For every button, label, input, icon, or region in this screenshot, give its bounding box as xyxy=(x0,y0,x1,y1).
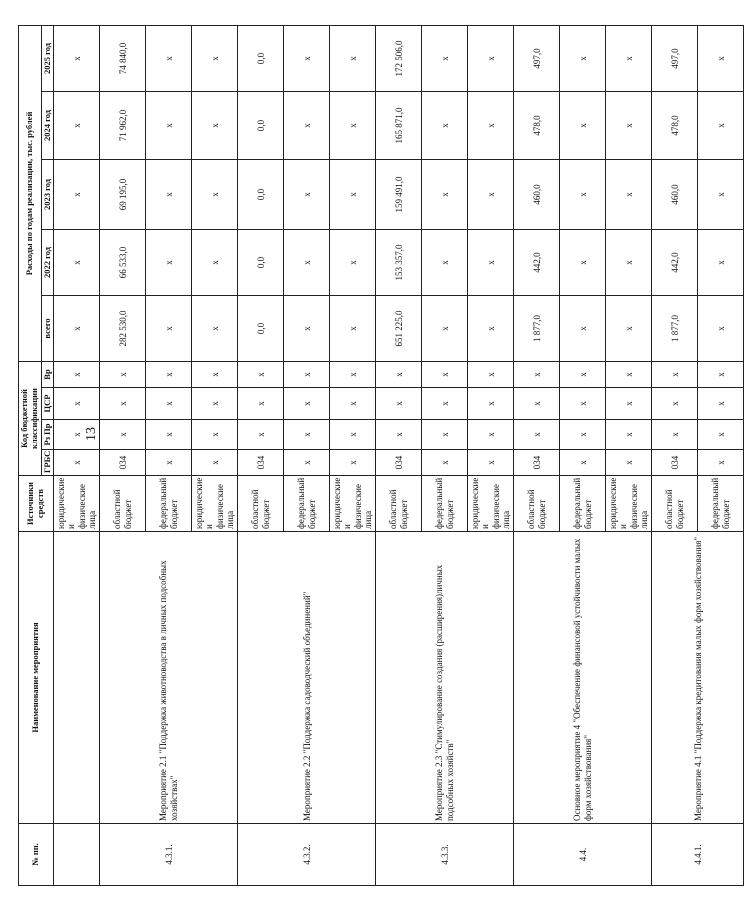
cell-y2022: x xyxy=(146,230,192,296)
cell-grbs: 034 xyxy=(100,450,146,476)
cell-y2025: x xyxy=(54,25,100,91)
cell-y2024: x xyxy=(330,92,376,160)
cell-y2025: x xyxy=(146,25,192,91)
cell-rzpr: x xyxy=(422,420,468,450)
cell-rzpr: x xyxy=(238,420,284,450)
header-num: № пп. xyxy=(19,824,54,886)
cell-y2023: x xyxy=(606,160,652,230)
table-header xyxy=(19,25,54,885)
cell-total: x xyxy=(698,296,744,362)
cell-vr: x xyxy=(192,362,238,388)
row-number: 4.3.1. xyxy=(100,824,238,886)
cell-y2022: 442,0 xyxy=(514,230,560,296)
table-row xyxy=(514,25,560,885)
cell-y2025: x xyxy=(330,25,376,91)
cell-grbs: x xyxy=(560,450,606,476)
header-grbs: ГРБС xyxy=(41,450,54,476)
cell-rzpr: x xyxy=(330,420,376,450)
cell-rzpr: x xyxy=(468,420,514,450)
cell-y2023: x xyxy=(146,160,192,230)
cell-grbs: x xyxy=(698,450,744,476)
cell-rzpr: x xyxy=(146,420,192,450)
cell-grbs: x xyxy=(422,450,468,476)
funding-source: федеральный бюджет xyxy=(560,476,606,532)
cell-y2023: x xyxy=(422,160,468,230)
cell-total: 282 530,0 xyxy=(100,296,146,362)
funding-source: юридические и физические лица xyxy=(192,476,238,532)
cell-y2025: x xyxy=(468,25,514,91)
cell-rzpr: x xyxy=(606,420,652,450)
cell-y2024: x xyxy=(698,92,744,160)
cell-grbs: x xyxy=(192,450,238,476)
cell-rzpr: x xyxy=(560,420,606,450)
cell-csr: x xyxy=(560,388,606,420)
cell-rzpr: x xyxy=(652,420,698,450)
cell-y2022: x xyxy=(468,230,514,296)
cell-vr: x xyxy=(376,362,422,388)
funding-source: юридические и физические лица xyxy=(606,476,652,532)
header-total: всего xyxy=(41,296,54,362)
measure-name: Мероприятие 2.3 "Стимулирование создания (расширения)личных подсобных хозяйств" xyxy=(376,532,514,824)
cell-y2024: x xyxy=(422,92,468,160)
cell-vr: x xyxy=(284,362,330,388)
header-2025: 2025 год xyxy=(41,25,54,91)
measure-name: Мероприятие 2.2 "Поддержка садоводческий объединений" xyxy=(238,532,376,824)
table-body xyxy=(54,25,744,885)
cell-csr: x xyxy=(514,388,560,420)
cell-total: x xyxy=(560,296,606,362)
cell-csr: x xyxy=(698,388,744,420)
cell-y2022: 0,0 xyxy=(238,230,284,296)
measure-name xyxy=(54,532,100,824)
cell-y2024: 0,0 xyxy=(238,92,284,160)
cell-grbs: 034 xyxy=(514,450,560,476)
cell-y2022: x xyxy=(560,230,606,296)
cell-y2022: x xyxy=(330,230,376,296)
cell-y2023: x xyxy=(192,160,238,230)
funding-source: областной бюджет xyxy=(514,476,560,532)
cell-y2023: x xyxy=(698,160,744,230)
cell-y2022: x xyxy=(698,230,744,296)
page-number: 13 xyxy=(84,427,99,441)
cell-y2025: x xyxy=(560,25,606,91)
header-expenses: Расходы по годам реализации, тыс. рублей xyxy=(19,25,42,361)
funding-source: юридические и физические лица xyxy=(54,476,100,532)
cell-y2023: 69 195,0 xyxy=(100,160,146,230)
cell-y2025: 172 506,0 xyxy=(376,25,422,91)
measure-name: Мероприятие 2.1 "Поддержка животноводства в личных подсобных хозяйствах" xyxy=(100,532,238,824)
cell-y2023: 159 491,0 xyxy=(376,160,422,230)
row-number xyxy=(54,824,100,886)
cell-y2022: 442,0 xyxy=(652,230,698,296)
cell-csr: x xyxy=(606,388,652,420)
cell-total: x xyxy=(192,296,238,362)
cell-rzpr: x xyxy=(514,420,560,450)
header-kbk: Код бюджетной классификации xyxy=(19,362,42,476)
cell-y2024: x xyxy=(468,92,514,160)
cell-rzpr: x xyxy=(376,420,422,450)
cell-y2022: x xyxy=(54,230,100,296)
cell-y2025: 74 840,0 xyxy=(100,25,146,91)
cell-grbs: x xyxy=(146,450,192,476)
cell-vr: x xyxy=(514,362,560,388)
funding-source: областной бюджет xyxy=(652,476,698,532)
cell-y2025: x xyxy=(192,25,238,91)
cell-y2023: x xyxy=(330,160,376,230)
table-row xyxy=(54,25,100,885)
cell-y2022: x xyxy=(284,230,330,296)
cell-vr: x xyxy=(652,362,698,388)
cell-y2023: 460,0 xyxy=(652,160,698,230)
cell-grbs: 034 xyxy=(376,450,422,476)
cell-y2025: 497,0 xyxy=(652,25,698,91)
cell-y2024: x xyxy=(284,92,330,160)
cell-y2023: x xyxy=(54,160,100,230)
budget-table xyxy=(18,25,744,886)
row-number: 4.3.3. xyxy=(376,824,514,886)
cell-total: x xyxy=(330,296,376,362)
cell-grbs: x xyxy=(606,450,652,476)
funding-source: областной бюджет xyxy=(376,476,422,532)
cell-y2024: x xyxy=(146,92,192,160)
cell-grbs: x xyxy=(284,450,330,476)
cell-rzpr: x xyxy=(54,420,100,450)
cell-y2024: x xyxy=(560,92,606,160)
cell-y2024: 165 871,0 xyxy=(376,92,422,160)
cell-total: x xyxy=(54,296,100,362)
cell-y2022: x xyxy=(422,230,468,296)
header-2022: 2022 год xyxy=(41,230,54,296)
cell-csr: x xyxy=(422,388,468,420)
table-row xyxy=(238,25,284,885)
rotated-page xyxy=(18,26,731,886)
cell-rzpr: x xyxy=(192,420,238,450)
cell-y2024: x xyxy=(606,92,652,160)
cell-y2024: 478,0 xyxy=(514,92,560,160)
cell-grbs: 034 xyxy=(652,450,698,476)
cell-y2023: x xyxy=(560,160,606,230)
cell-y2024: x xyxy=(192,92,238,160)
funding-source: федеральный бюджет xyxy=(698,476,744,532)
cell-y2022: x xyxy=(606,230,652,296)
cell-vr: x xyxy=(698,362,744,388)
cell-grbs: x xyxy=(54,450,100,476)
header-vr: Вр xyxy=(41,362,54,388)
cell-y2023: x xyxy=(284,160,330,230)
cell-y2024: 478,0 xyxy=(652,92,698,160)
cell-vr: x xyxy=(54,362,100,388)
cell-csr: x xyxy=(468,388,514,420)
cell-grbs: x xyxy=(330,450,376,476)
cell-total: 0,0 xyxy=(238,296,284,362)
header-csr: ЦСР xyxy=(41,388,54,420)
funding-source: федеральный бюджет xyxy=(284,476,330,532)
header-2023: 2023 год xyxy=(41,160,54,230)
cell-total: x xyxy=(606,296,652,362)
cell-y2022: x xyxy=(192,230,238,296)
funding-source: федеральный бюджет xyxy=(146,476,192,532)
cell-y2025: x xyxy=(284,25,330,91)
cell-vr: x xyxy=(238,362,284,388)
cell-grbs: x xyxy=(468,450,514,476)
cell-csr: x xyxy=(330,388,376,420)
cell-y2022: 66 533,0 xyxy=(100,230,146,296)
cell-y2025: x xyxy=(422,25,468,91)
row-number: 4.4. xyxy=(514,824,652,886)
cell-y2023: x xyxy=(468,160,514,230)
cell-vr: x xyxy=(468,362,514,388)
cell-total: 651 225,0 xyxy=(376,296,422,362)
cell-total: 1 877,0 xyxy=(652,296,698,362)
cell-rzpr: x xyxy=(698,420,744,450)
cell-total: x xyxy=(284,296,330,362)
cell-y2024: x xyxy=(54,92,100,160)
cell-y2025: 497,0 xyxy=(514,25,560,91)
cell-y2025: x xyxy=(606,25,652,91)
cell-csr: x xyxy=(146,388,192,420)
cell-total: x xyxy=(422,296,468,362)
cell-csr: x xyxy=(192,388,238,420)
cell-y2023: 460,0 xyxy=(514,160,560,230)
row-number: 4.3.2. xyxy=(238,824,376,886)
cell-total: x xyxy=(468,296,514,362)
cell-vr: x xyxy=(560,362,606,388)
cell-y2023: 0,0 xyxy=(238,160,284,230)
cell-vr: x xyxy=(100,362,146,388)
cell-total: 1 877,0 xyxy=(514,296,560,362)
cell-rzpr: x xyxy=(100,420,146,450)
cell-csr: x xyxy=(284,388,330,420)
table-row xyxy=(100,25,146,885)
funding-source: областной бюджет xyxy=(100,476,146,532)
cell-vr: x xyxy=(146,362,192,388)
row-number: 4.4.1. xyxy=(652,824,744,886)
header-rzpr: Рз Пр xyxy=(41,420,54,450)
cell-y2025: x xyxy=(698,25,744,91)
cell-vr: x xyxy=(422,362,468,388)
header-2024: 2024 год xyxy=(41,92,54,160)
cell-csr: x xyxy=(54,388,100,420)
cell-total: x xyxy=(146,296,192,362)
cell-y2025: 0,0 xyxy=(238,25,284,91)
header-source: Источники средств xyxy=(19,476,54,532)
cell-grbs: 034 xyxy=(238,450,284,476)
cell-csr: x xyxy=(238,388,284,420)
funding-source: областной бюджет xyxy=(238,476,284,532)
table-row xyxy=(376,25,422,885)
cell-csr: x xyxy=(100,388,146,420)
cell-rzpr: x xyxy=(284,420,330,450)
cell-csr: x xyxy=(376,388,422,420)
cell-vr: x xyxy=(606,362,652,388)
cell-vr: x xyxy=(330,362,376,388)
header-name: Наименование мероприятия xyxy=(19,532,54,824)
measure-name: Основное мероприятие 4 "Обеспечение финансовой устойчивости малых форм хозяйствования" xyxy=(514,532,652,824)
cell-y2024: 71 962,0 xyxy=(100,92,146,160)
funding-source: федеральный бюджет xyxy=(422,476,468,532)
measure-name: Мероприятие 4.1 "Поддержка кредитования малых форм хозяйствования" xyxy=(652,532,744,824)
funding-source: юридические и физические лица xyxy=(468,476,514,532)
table-row xyxy=(652,25,698,885)
cell-y2022: 153 357,0 xyxy=(376,230,422,296)
cell-csr: x xyxy=(652,388,698,420)
funding-source: юридические и физические лица xyxy=(330,476,376,532)
